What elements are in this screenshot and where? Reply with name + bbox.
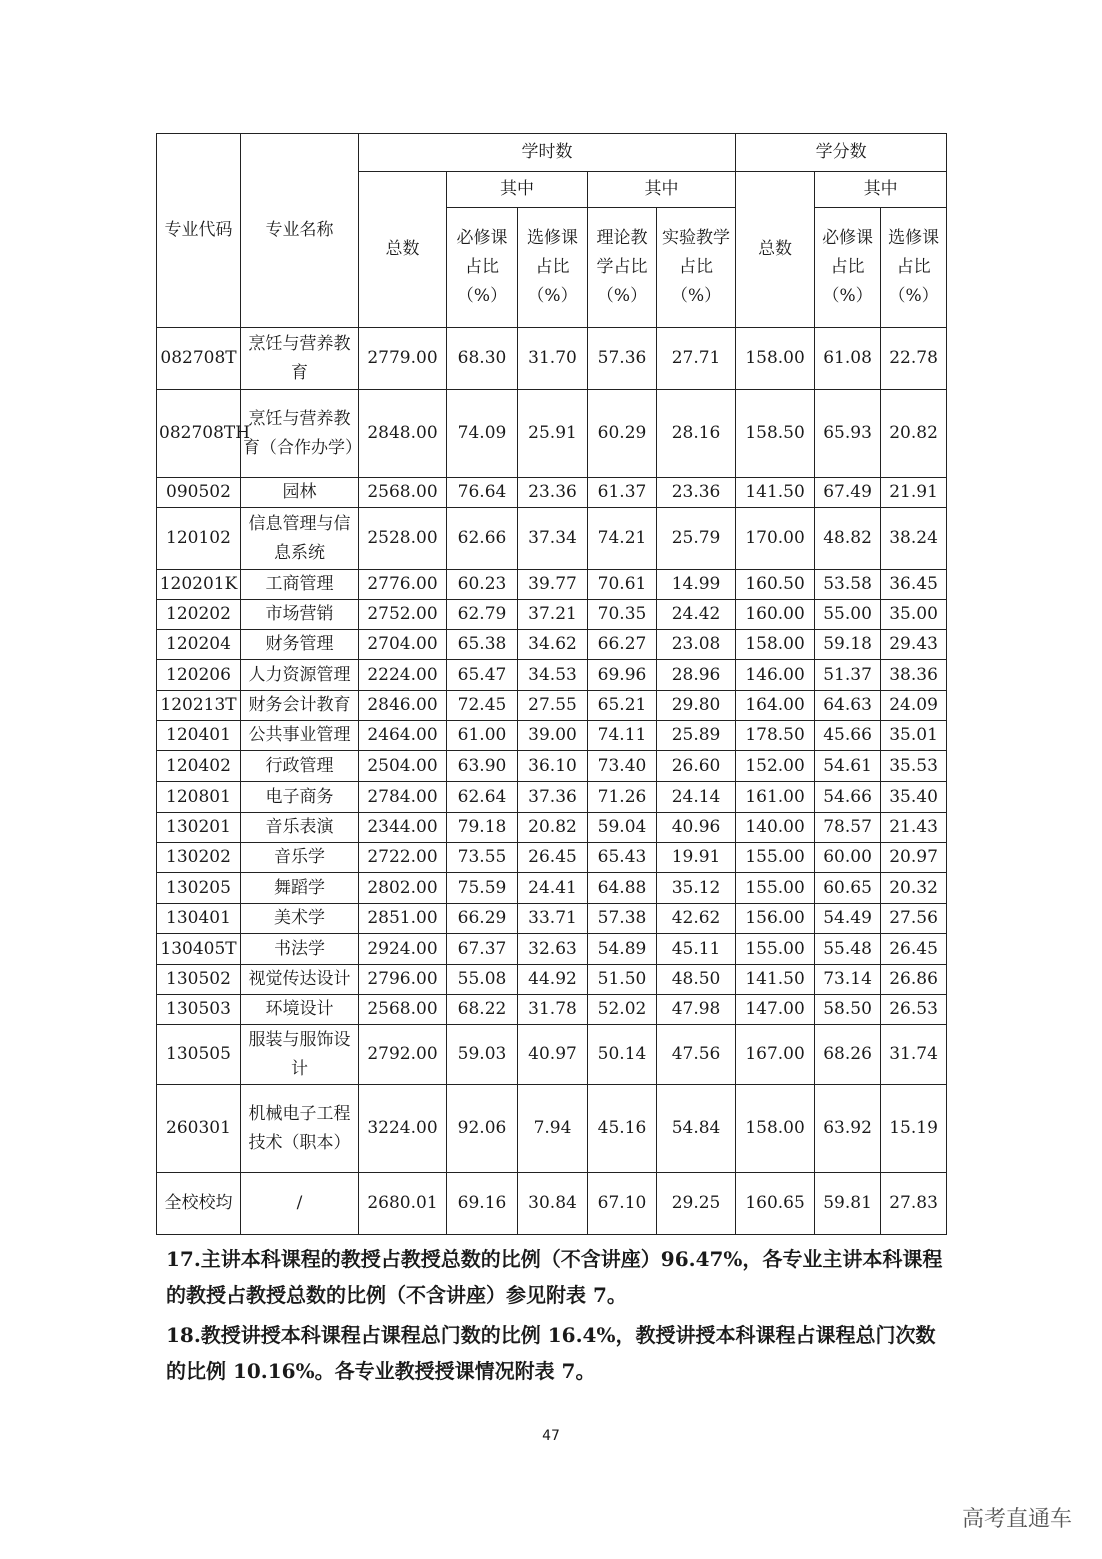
table-cell: 57.36 bbox=[588, 328, 657, 390]
table-row bbox=[157, 721, 947, 751]
table-row bbox=[157, 813, 947, 843]
table-cell: 72.45 bbox=[447, 691, 518, 721]
table-cell: 财务管理 bbox=[241, 630, 359, 660]
table-cell: 60.00 bbox=[815, 843, 881, 873]
table-cell: 视觉传达设计 bbox=[241, 965, 359, 995]
table-cell: 60.29 bbox=[588, 390, 657, 478]
table-cell: 15.19 bbox=[881, 1085, 947, 1173]
table-cell: 19.91 bbox=[657, 843, 736, 873]
table-cell: 130502 bbox=[157, 965, 241, 995]
table-cell: 67.49 bbox=[815, 478, 881, 508]
table-cell: 62.79 bbox=[447, 600, 518, 630]
table-row bbox=[157, 570, 947, 600]
table-cell: 120202 bbox=[157, 600, 241, 630]
table-cell: 45.11 bbox=[657, 934, 736, 965]
table-cell: 机械电子工程技术（职本） bbox=[241, 1085, 359, 1173]
table-cell: 160.00 bbox=[736, 600, 815, 630]
table-cell: 园林 bbox=[241, 478, 359, 508]
table-cell: 26.45 bbox=[518, 843, 588, 873]
table-cell: 58.50 bbox=[815, 995, 881, 1025]
table-cell: 61.00 bbox=[447, 721, 518, 751]
header-elective-credit-ratio: 选修课占比（%） bbox=[881, 208, 947, 328]
table-cell: 130205 bbox=[157, 873, 241, 904]
table-cell: 38.24 bbox=[881, 508, 947, 570]
table-cell: 2784.00 bbox=[359, 782, 447, 813]
table-cell: 37.21 bbox=[518, 600, 588, 630]
table-cell: 2792.00 bbox=[359, 1025, 447, 1085]
table-cell: 37.34 bbox=[518, 508, 588, 570]
table-cell: 59.03 bbox=[447, 1025, 518, 1085]
header-required-ratio: 必修课占比（%） bbox=[447, 208, 518, 328]
table-cell: 26.60 bbox=[657, 751, 736, 782]
table-cell: 35.01 bbox=[881, 721, 947, 751]
table-cell: 35.40 bbox=[881, 782, 947, 813]
table-cell: 130503 bbox=[157, 995, 241, 1025]
table-cell: 公共事业管理 bbox=[241, 721, 359, 751]
table-cell: 167.00 bbox=[736, 1025, 815, 1085]
table-cell: 2680.01 bbox=[359, 1173, 447, 1235]
table-cell: 55.48 bbox=[815, 934, 881, 965]
table-cell: 74.11 bbox=[588, 721, 657, 751]
table-cell: 2851.00 bbox=[359, 904, 447, 934]
table-cell: 155.00 bbox=[736, 843, 815, 873]
table-cell: 120206 bbox=[157, 660, 241, 691]
header-among-1: 其中 bbox=[447, 172, 588, 208]
table-cell: 2722.00 bbox=[359, 843, 447, 873]
table-cell: 21.43 bbox=[881, 813, 947, 843]
header-among-2: 其中 bbox=[588, 172, 736, 208]
table-cell: 32.63 bbox=[518, 934, 588, 965]
paragraph-18: 18.教授讲授本科课程占课程总门数的比例 16.4%，教授讲授本科课程占课程总门次数的比例 10.16%。各专业教授授课情况附表 7。 bbox=[166, 1323, 936, 1383]
table-cell: 260301 bbox=[157, 1085, 241, 1173]
curriculum-table bbox=[156, 133, 947, 1235]
table-cell: 161.00 bbox=[736, 782, 815, 813]
table-cell: 14.99 bbox=[657, 570, 736, 600]
table-row bbox=[157, 873, 947, 904]
table-cell: 26.45 bbox=[881, 934, 947, 965]
table-cell: 63.90 bbox=[447, 751, 518, 782]
table-cell: 082708T bbox=[157, 328, 241, 390]
table-cell: 62.64 bbox=[447, 782, 518, 813]
table-cell: 35.53 bbox=[881, 751, 947, 782]
table-cell: 76.64 bbox=[447, 478, 518, 508]
table-cell: 57.38 bbox=[588, 904, 657, 934]
table-cell: 130505 bbox=[157, 1025, 241, 1085]
table-cell: 舞蹈学 bbox=[241, 873, 359, 904]
table-cell: 39.77 bbox=[518, 570, 588, 600]
table-header bbox=[157, 134, 947, 328]
table-row bbox=[157, 478, 947, 508]
table-cell: 48.82 bbox=[815, 508, 881, 570]
table-cell: 65.93 bbox=[815, 390, 881, 478]
table-cell: 工商管理 bbox=[241, 570, 359, 600]
table-cell: 141.50 bbox=[736, 478, 815, 508]
table-cell: 2846.00 bbox=[359, 691, 447, 721]
table-cell: 23.36 bbox=[657, 478, 736, 508]
table-cell: 130202 bbox=[157, 843, 241, 873]
table-row bbox=[157, 328, 947, 390]
table-cell: 2568.00 bbox=[359, 995, 447, 1025]
table-cell: 170.00 bbox=[736, 508, 815, 570]
table-cell: 27.56 bbox=[881, 904, 947, 934]
table-cell: 54.61 bbox=[815, 751, 881, 782]
table-cell: 54.49 bbox=[815, 904, 881, 934]
table-cell: 42.62 bbox=[657, 904, 736, 934]
table-cell: 21.91 bbox=[881, 478, 947, 508]
table-cell: 54.84 bbox=[657, 1085, 736, 1173]
table-cell: 70.61 bbox=[588, 570, 657, 600]
table-row bbox=[157, 600, 947, 630]
header-elective-ratio: 选修课占比（%） bbox=[518, 208, 588, 328]
table-cell: 59.18 bbox=[815, 630, 881, 660]
table-cell: 64.88 bbox=[588, 873, 657, 904]
table-cell: 65.43 bbox=[588, 843, 657, 873]
table-cell: 24.41 bbox=[518, 873, 588, 904]
table-cell: 74.09 bbox=[447, 390, 518, 478]
table-cell: 7.94 bbox=[518, 1085, 588, 1173]
table-cell: 30.84 bbox=[518, 1173, 588, 1235]
table-cell: 68.22 bbox=[447, 995, 518, 1025]
table-cell: 158.00 bbox=[736, 630, 815, 660]
table-cell: 70.35 bbox=[588, 600, 657, 630]
table-cell: 130401 bbox=[157, 904, 241, 934]
table-cell: 26.86 bbox=[881, 965, 947, 995]
table-cell: 38.36 bbox=[881, 660, 947, 691]
table-cell: 电子商务 bbox=[241, 782, 359, 813]
table-cell: 财务会计教育 bbox=[241, 691, 359, 721]
table-cell: 53.58 bbox=[815, 570, 881, 600]
table-row bbox=[157, 934, 947, 965]
table-row bbox=[157, 1085, 947, 1173]
table-cell: 65.38 bbox=[447, 630, 518, 660]
table-cell: 20.82 bbox=[518, 813, 588, 843]
table-cell: 74.21 bbox=[588, 508, 657, 570]
table-cell: 73.14 bbox=[815, 965, 881, 995]
table-cell: 69.16 bbox=[447, 1173, 518, 1235]
table-cell: 2528.00 bbox=[359, 508, 447, 570]
table-cell: 25.89 bbox=[657, 721, 736, 751]
table-cell: 37.36 bbox=[518, 782, 588, 813]
table-cell: 2848.00 bbox=[359, 390, 447, 478]
table-cell: 68.30 bbox=[447, 328, 518, 390]
table-cell: 59.04 bbox=[588, 813, 657, 843]
watermark-text: 高考直通车 bbox=[961, 1507, 1072, 1532]
table-cell: 63.92 bbox=[815, 1085, 881, 1173]
table-cell: 120201K bbox=[157, 570, 241, 600]
table-cell: 92.06 bbox=[447, 1085, 518, 1173]
table-cell: 全校校均 bbox=[157, 1173, 241, 1235]
table-cell: 烹饪与营养教育（合作办学） bbox=[241, 390, 359, 478]
table-cell: 158.00 bbox=[736, 1085, 815, 1173]
table-cell: 78.57 bbox=[815, 813, 881, 843]
table-cell: 130201 bbox=[157, 813, 241, 843]
table-cell: 2344.00 bbox=[359, 813, 447, 843]
table-cell: 20.82 bbox=[881, 390, 947, 478]
paragraph-17: 17.主讲本科课程的教授占教授总数的比例（不含讲座）96.47%，各专业主讲本科课程的教授占教授总数的比例（不含讲座）参见附表 7。 bbox=[166, 1247, 943, 1307]
table-cell: 人力资源管理 bbox=[241, 660, 359, 691]
table-cell: 40.97 bbox=[518, 1025, 588, 1085]
table-cell: 61.37 bbox=[588, 478, 657, 508]
table-cell: 音乐表演 bbox=[241, 813, 359, 843]
table-cell: 120102 bbox=[157, 508, 241, 570]
table-cell: 160.50 bbox=[736, 570, 815, 600]
table-cell: 130405T bbox=[157, 934, 241, 965]
table-cell: 2224.00 bbox=[359, 660, 447, 691]
table-row bbox=[157, 782, 947, 813]
table-cell: 158.00 bbox=[736, 328, 815, 390]
table-row bbox=[157, 630, 947, 660]
table-cell: 66.29 bbox=[447, 904, 518, 934]
table-cell: 36.10 bbox=[518, 751, 588, 782]
table-cell: 51.50 bbox=[588, 965, 657, 995]
table-cell: 28.16 bbox=[657, 390, 736, 478]
table-cell: 23.36 bbox=[518, 478, 588, 508]
table-cell: 27.71 bbox=[657, 328, 736, 390]
table-cell: 45.66 bbox=[815, 721, 881, 751]
table-cell: 082708TH bbox=[157, 390, 241, 478]
table-cell: 75.59 bbox=[447, 873, 518, 904]
table-cell: 美术学 bbox=[241, 904, 359, 934]
table-cell: 25.79 bbox=[657, 508, 736, 570]
table-cell: 29.25 bbox=[657, 1173, 736, 1235]
header-theory-ratio: 理论教学占比（%） bbox=[588, 208, 657, 328]
table-cell: 60.23 bbox=[447, 570, 518, 600]
table-cell: 2802.00 bbox=[359, 873, 447, 904]
table-cell: 2464.00 bbox=[359, 721, 447, 751]
header-code: 专业代码 bbox=[157, 134, 241, 328]
table-cell: 140.00 bbox=[736, 813, 815, 843]
table-cell: 60.65 bbox=[815, 873, 881, 904]
table-cell: 29.43 bbox=[881, 630, 947, 660]
table-cell: 24.09 bbox=[881, 691, 947, 721]
table-cell: 178.50 bbox=[736, 721, 815, 751]
table-row bbox=[157, 660, 947, 691]
table-cell: 27.55 bbox=[518, 691, 588, 721]
table-cell: 22.78 bbox=[881, 328, 947, 390]
header-total-credits: 总数 bbox=[736, 172, 815, 328]
table-cell: 61.08 bbox=[815, 328, 881, 390]
table-cell: 36.45 bbox=[881, 570, 947, 600]
table-cell: 33.71 bbox=[518, 904, 588, 934]
table-cell: 音乐学 bbox=[241, 843, 359, 873]
table-row bbox=[157, 965, 947, 995]
table-cell: 090502 bbox=[157, 478, 241, 508]
table-row bbox=[157, 508, 947, 570]
table-cell: 2924.00 bbox=[359, 934, 447, 965]
table-cell: 73.55 bbox=[447, 843, 518, 873]
table-cell: 67.37 bbox=[447, 934, 518, 965]
table-cell: 79.18 bbox=[447, 813, 518, 843]
table-row bbox=[157, 904, 947, 934]
table-cell: 67.10 bbox=[588, 1173, 657, 1235]
table-cell: / bbox=[241, 1173, 359, 1235]
header-credits-group: 学分数 bbox=[736, 134, 947, 172]
table-cell: 141.50 bbox=[736, 965, 815, 995]
table-cell: 23.08 bbox=[657, 630, 736, 660]
header-hours-group: 学时数 bbox=[359, 134, 736, 172]
table-cell: 59.81 bbox=[815, 1173, 881, 1235]
table-cell: 40.96 bbox=[657, 813, 736, 843]
table-cell: 45.16 bbox=[588, 1085, 657, 1173]
table-cell: 24.42 bbox=[657, 600, 736, 630]
table-cell: 65.47 bbox=[447, 660, 518, 691]
table-row bbox=[157, 691, 947, 721]
table-cell: 71.26 bbox=[588, 782, 657, 813]
table-cell: 47.98 bbox=[657, 995, 736, 1025]
table-cell: 55.08 bbox=[447, 965, 518, 995]
table-cell: 书法学 bbox=[241, 934, 359, 965]
table-cell: 烹饪与营养教育 bbox=[241, 328, 359, 390]
table-cell: 120204 bbox=[157, 630, 241, 660]
table-cell: 66.27 bbox=[588, 630, 657, 660]
table-cell: 152.00 bbox=[736, 751, 815, 782]
table-row bbox=[157, 390, 947, 478]
table-cell: 147.00 bbox=[736, 995, 815, 1025]
table-cell: 164.00 bbox=[736, 691, 815, 721]
table-cell: 54.66 bbox=[815, 782, 881, 813]
table-cell: 73.40 bbox=[588, 751, 657, 782]
table-cell: 34.62 bbox=[518, 630, 588, 660]
table-cell: 39.00 bbox=[518, 721, 588, 751]
table-row bbox=[157, 843, 947, 873]
table-cell: 120401 bbox=[157, 721, 241, 751]
table-cell: 48.50 bbox=[657, 965, 736, 995]
table-cell: 47.56 bbox=[657, 1025, 736, 1085]
table-cell: 信息管理与信息系统 bbox=[241, 508, 359, 570]
header-experiment-ratio: 实验教学占比（%） bbox=[657, 208, 736, 328]
table-row bbox=[157, 995, 947, 1025]
table-row bbox=[157, 1025, 947, 1085]
header-required-credit-ratio: 必修课占比（%） bbox=[815, 208, 881, 328]
table-cell: 120402 bbox=[157, 751, 241, 782]
table-cell: 24.14 bbox=[657, 782, 736, 813]
table-cell: 120801 bbox=[157, 782, 241, 813]
table-cell: 2779.00 bbox=[359, 328, 447, 390]
table-cell: 62.66 bbox=[447, 508, 518, 570]
table-cell: 44.92 bbox=[518, 965, 588, 995]
table-cell: 64.63 bbox=[815, 691, 881, 721]
table-cell: 68.26 bbox=[815, 1025, 881, 1085]
table-cell: 行政管理 bbox=[241, 751, 359, 782]
table-cell: 3224.00 bbox=[359, 1085, 447, 1173]
table-cell: 27.83 bbox=[881, 1173, 947, 1235]
table-cell: 28.96 bbox=[657, 660, 736, 691]
table-row bbox=[157, 1173, 947, 1235]
table-cell: 155.00 bbox=[736, 934, 815, 965]
table-cell: 35.12 bbox=[657, 873, 736, 904]
table-cell: 55.00 bbox=[815, 600, 881, 630]
table-cell: 50.14 bbox=[588, 1025, 657, 1085]
table-cell: 25.91 bbox=[518, 390, 588, 478]
table-body bbox=[157, 328, 947, 1235]
table-cell: 市场营销 bbox=[241, 600, 359, 630]
table-cell: 环境设计 bbox=[241, 995, 359, 1025]
header-among-3: 其中 bbox=[815, 172, 947, 208]
table-cell: 2796.00 bbox=[359, 965, 447, 995]
table-cell: 20.97 bbox=[881, 843, 947, 873]
header-total-hours: 总数 bbox=[359, 172, 447, 328]
table-cell: 35.00 bbox=[881, 600, 947, 630]
table-cell: 服装与服饰设计 bbox=[241, 1025, 359, 1085]
table-cell: 69.96 bbox=[588, 660, 657, 691]
table-cell: 26.53 bbox=[881, 995, 947, 1025]
header-name: 专业名称 bbox=[241, 134, 359, 328]
table-cell: 31.78 bbox=[518, 995, 588, 1025]
page-number: 47 bbox=[542, 1428, 560, 1444]
table-cell: 51.37 bbox=[815, 660, 881, 691]
table-cell: 52.02 bbox=[588, 995, 657, 1025]
table-cell: 34.53 bbox=[518, 660, 588, 691]
table-cell: 2752.00 bbox=[359, 600, 447, 630]
table-cell: 65.21 bbox=[588, 691, 657, 721]
table-cell: 155.00 bbox=[736, 873, 815, 904]
table-cell: 31.70 bbox=[518, 328, 588, 390]
table-cell: 2504.00 bbox=[359, 751, 447, 782]
table-row bbox=[157, 751, 947, 782]
table-cell: 120213T bbox=[157, 691, 241, 721]
table-cell: 29.80 bbox=[657, 691, 736, 721]
table-cell: 156.00 bbox=[736, 904, 815, 934]
table-cell: 2568.00 bbox=[359, 478, 447, 508]
table-cell: 158.50 bbox=[736, 390, 815, 478]
table-cell: 146.00 bbox=[736, 660, 815, 691]
table-cell: 2704.00 bbox=[359, 630, 447, 660]
table-cell: 31.74 bbox=[881, 1025, 947, 1085]
table-cell: 160.65 bbox=[736, 1173, 815, 1235]
table-cell: 20.32 bbox=[881, 873, 947, 904]
table-cell: 2776.00 bbox=[359, 570, 447, 600]
table-cell: 54.89 bbox=[588, 934, 657, 965]
